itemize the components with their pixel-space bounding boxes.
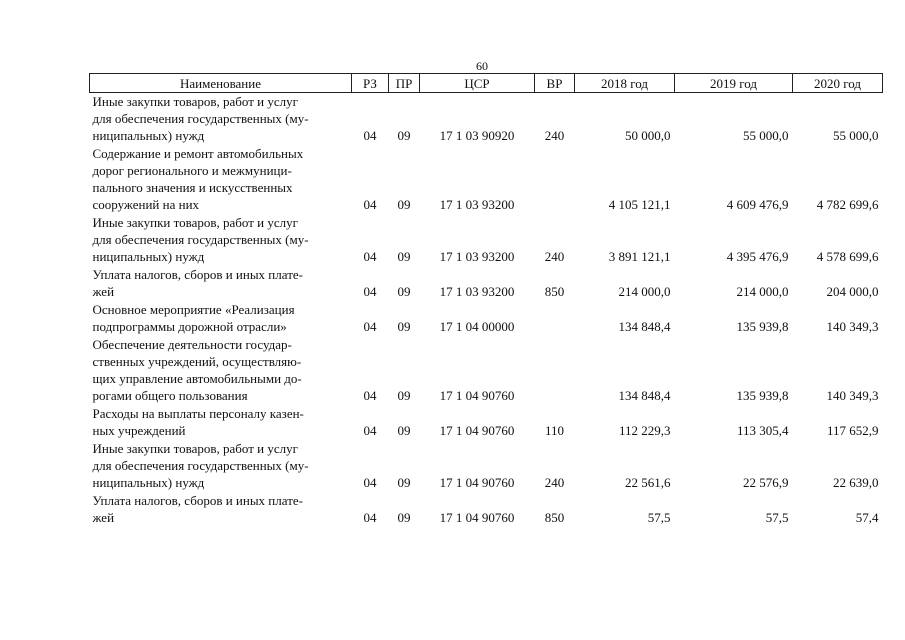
cell-name	[90, 145, 352, 214]
cell-vr: 240	[544, 249, 565, 264]
row-name-text: Иные закупки товаров, работ и услуг для обеспечения государственных (му- ниципальных) нужд	[92, 94, 309, 143]
cell-vr	[535, 336, 575, 405]
cell-rz: 04	[363, 197, 377, 212]
table-row	[90, 336, 883, 405]
cell-vr	[535, 301, 575, 336]
cell-2020: 22 639,0	[833, 475, 879, 490]
row-name-text: Иные закупки товаров, работ и услуг для обеспечения государственных (му- ниципальных) нужд	[92, 441, 309, 490]
cell-csr: 17 1 04 00000	[439, 319, 515, 334]
row-name-text: Расходы на выплаты персоналу казен- ных учреждений	[92, 406, 304, 438]
table-row	[90, 405, 883, 440]
table-row	[90, 492, 883, 527]
cell-2019: 55 000,0	[743, 128, 789, 143]
cell-rz: 04	[363, 388, 377, 403]
header-2018: 2018 год	[575, 74, 675, 93]
cell-2019: 4 609 476,9	[726, 197, 789, 212]
cell-rz: 04	[363, 319, 377, 334]
cell-pr: 09	[397, 319, 411, 334]
cell-2019: 57,5	[765, 510, 789, 525]
cell-csr: 17 1 04 90760	[439, 423, 515, 438]
cell-2018: 22 561,6	[625, 475, 671, 490]
row-name-text: Обеспечение деятельности государ- ственных учреждений, осуществляю- щих управление автомобильными до- рогами общего пользования	[92, 337, 302, 403]
table-body	[90, 93, 883, 528]
cell-2020: 4 578 699,6	[816, 249, 879, 264]
cell-rz: 04	[363, 249, 377, 264]
cell-name	[90, 93, 352, 146]
cell-2019: 113 305,4	[736, 423, 789, 438]
cell-csr: 17 1 03 93200	[439, 284, 515, 299]
cell-2019: 214 000,0	[736, 284, 789, 299]
cell-2018: 4 105 121,1	[608, 197, 671, 212]
table-row	[90, 266, 883, 301]
header-2020: 2020 год	[793, 74, 883, 93]
cell-2018: 3 891 121,1	[608, 249, 671, 264]
table-row	[90, 301, 883, 336]
cell-2020: 204 000,0	[826, 284, 879, 299]
cell-rz: 04	[363, 423, 377, 438]
cell-2020: 4 782 699,6	[816, 197, 879, 212]
row-name-text: Уплата налогов, сборов и иных плате- жей	[92, 493, 303, 525]
cell-pr: 09	[397, 249, 411, 264]
cell-csr: 17 1 03 93200	[439, 249, 515, 264]
budget-table	[89, 73, 883, 527]
cell-csr: 17 1 03 90920	[439, 128, 515, 143]
header-2019: 2019 год	[675, 74, 793, 93]
table-row	[90, 145, 883, 214]
cell-2018: 214 000,0	[618, 284, 671, 299]
cell-name	[90, 336, 352, 405]
table-row	[90, 440, 883, 492]
header-row	[90, 74, 883, 93]
row-name-text: Уплата налогов, сборов и иных плате- жей	[92, 267, 303, 299]
cell-name	[90, 440, 352, 492]
cell-2018: 57,5	[647, 510, 671, 525]
cell-pr: 09	[397, 128, 411, 143]
cell-name	[90, 492, 352, 527]
table-row	[90, 93, 883, 146]
cell-2019: 4 395 476,9	[726, 249, 789, 264]
cell-rz: 04	[363, 475, 377, 490]
cell-rz: 04	[363, 510, 377, 525]
cell-2018: 134 848,4	[618, 319, 671, 334]
cell-2018: 50 000,0	[625, 128, 671, 143]
cell-name	[90, 266, 352, 301]
cell-csr: 17 1 03 93200	[439, 197, 515, 212]
header-name: Наименование	[90, 74, 352, 93]
table-row	[90, 214, 883, 266]
cell-2019: 135 939,8	[736, 388, 789, 403]
cell-2020: 140 349,3	[826, 388, 879, 403]
cell-pr: 09	[397, 510, 411, 525]
cell-name	[90, 301, 352, 336]
header-vr: ВР	[535, 74, 575, 93]
row-name-text: Содержание и ремонт автомобильных дорог регионального и межмуници- пального значения и искусственных сооружений на них	[92, 146, 304, 212]
page-number: 60	[476, 59, 488, 73]
cell-2020: 55 000,0	[833, 128, 879, 143]
cell-vr: 110	[544, 423, 565, 438]
cell-pr: 09	[397, 284, 411, 299]
cell-csr: 17 1 04 90760	[439, 388, 515, 403]
row-name-text: Иные закупки товаров, работ и услуг для обеспечения государственных (му- ниципальных) нужд	[92, 215, 309, 264]
cell-pr: 09	[397, 475, 411, 490]
header-rz: РЗ	[352, 74, 389, 93]
cell-2020: 57,4	[855, 510, 879, 525]
header-pr: ПР	[389, 74, 420, 93]
cell-2020: 117 652,9	[826, 423, 879, 438]
cell-2019: 22 576,9	[743, 475, 789, 490]
cell-2018: 134 848,4	[618, 388, 671, 403]
cell-vr	[535, 145, 575, 214]
cell-2020: 140 349,3	[826, 319, 879, 334]
cell-vr: 240	[544, 128, 565, 143]
cell-2018: 112 229,3	[618, 423, 671, 438]
table-header	[90, 74, 883, 93]
cell-csr: 17 1 04 90760	[439, 510, 515, 525]
cell-rz: 04	[363, 128, 377, 143]
cell-pr: 09	[397, 197, 411, 212]
cell-name	[90, 214, 352, 266]
cell-name	[90, 405, 352, 440]
cell-vr: 850	[544, 510, 565, 525]
cell-vr: 240	[544, 475, 565, 490]
cell-csr: 17 1 04 90760	[439, 475, 515, 490]
cell-pr: 09	[397, 388, 411, 403]
header-csr: ЦСР	[420, 74, 535, 93]
cell-2019: 135 939,8	[736, 319, 789, 334]
cell-pr: 09	[397, 423, 411, 438]
cell-rz: 04	[363, 284, 377, 299]
row-name-text: Основное мероприятие «Реализация подпрограммы дорожной отрасли»	[92, 302, 295, 334]
cell-vr: 850	[544, 284, 565, 299]
